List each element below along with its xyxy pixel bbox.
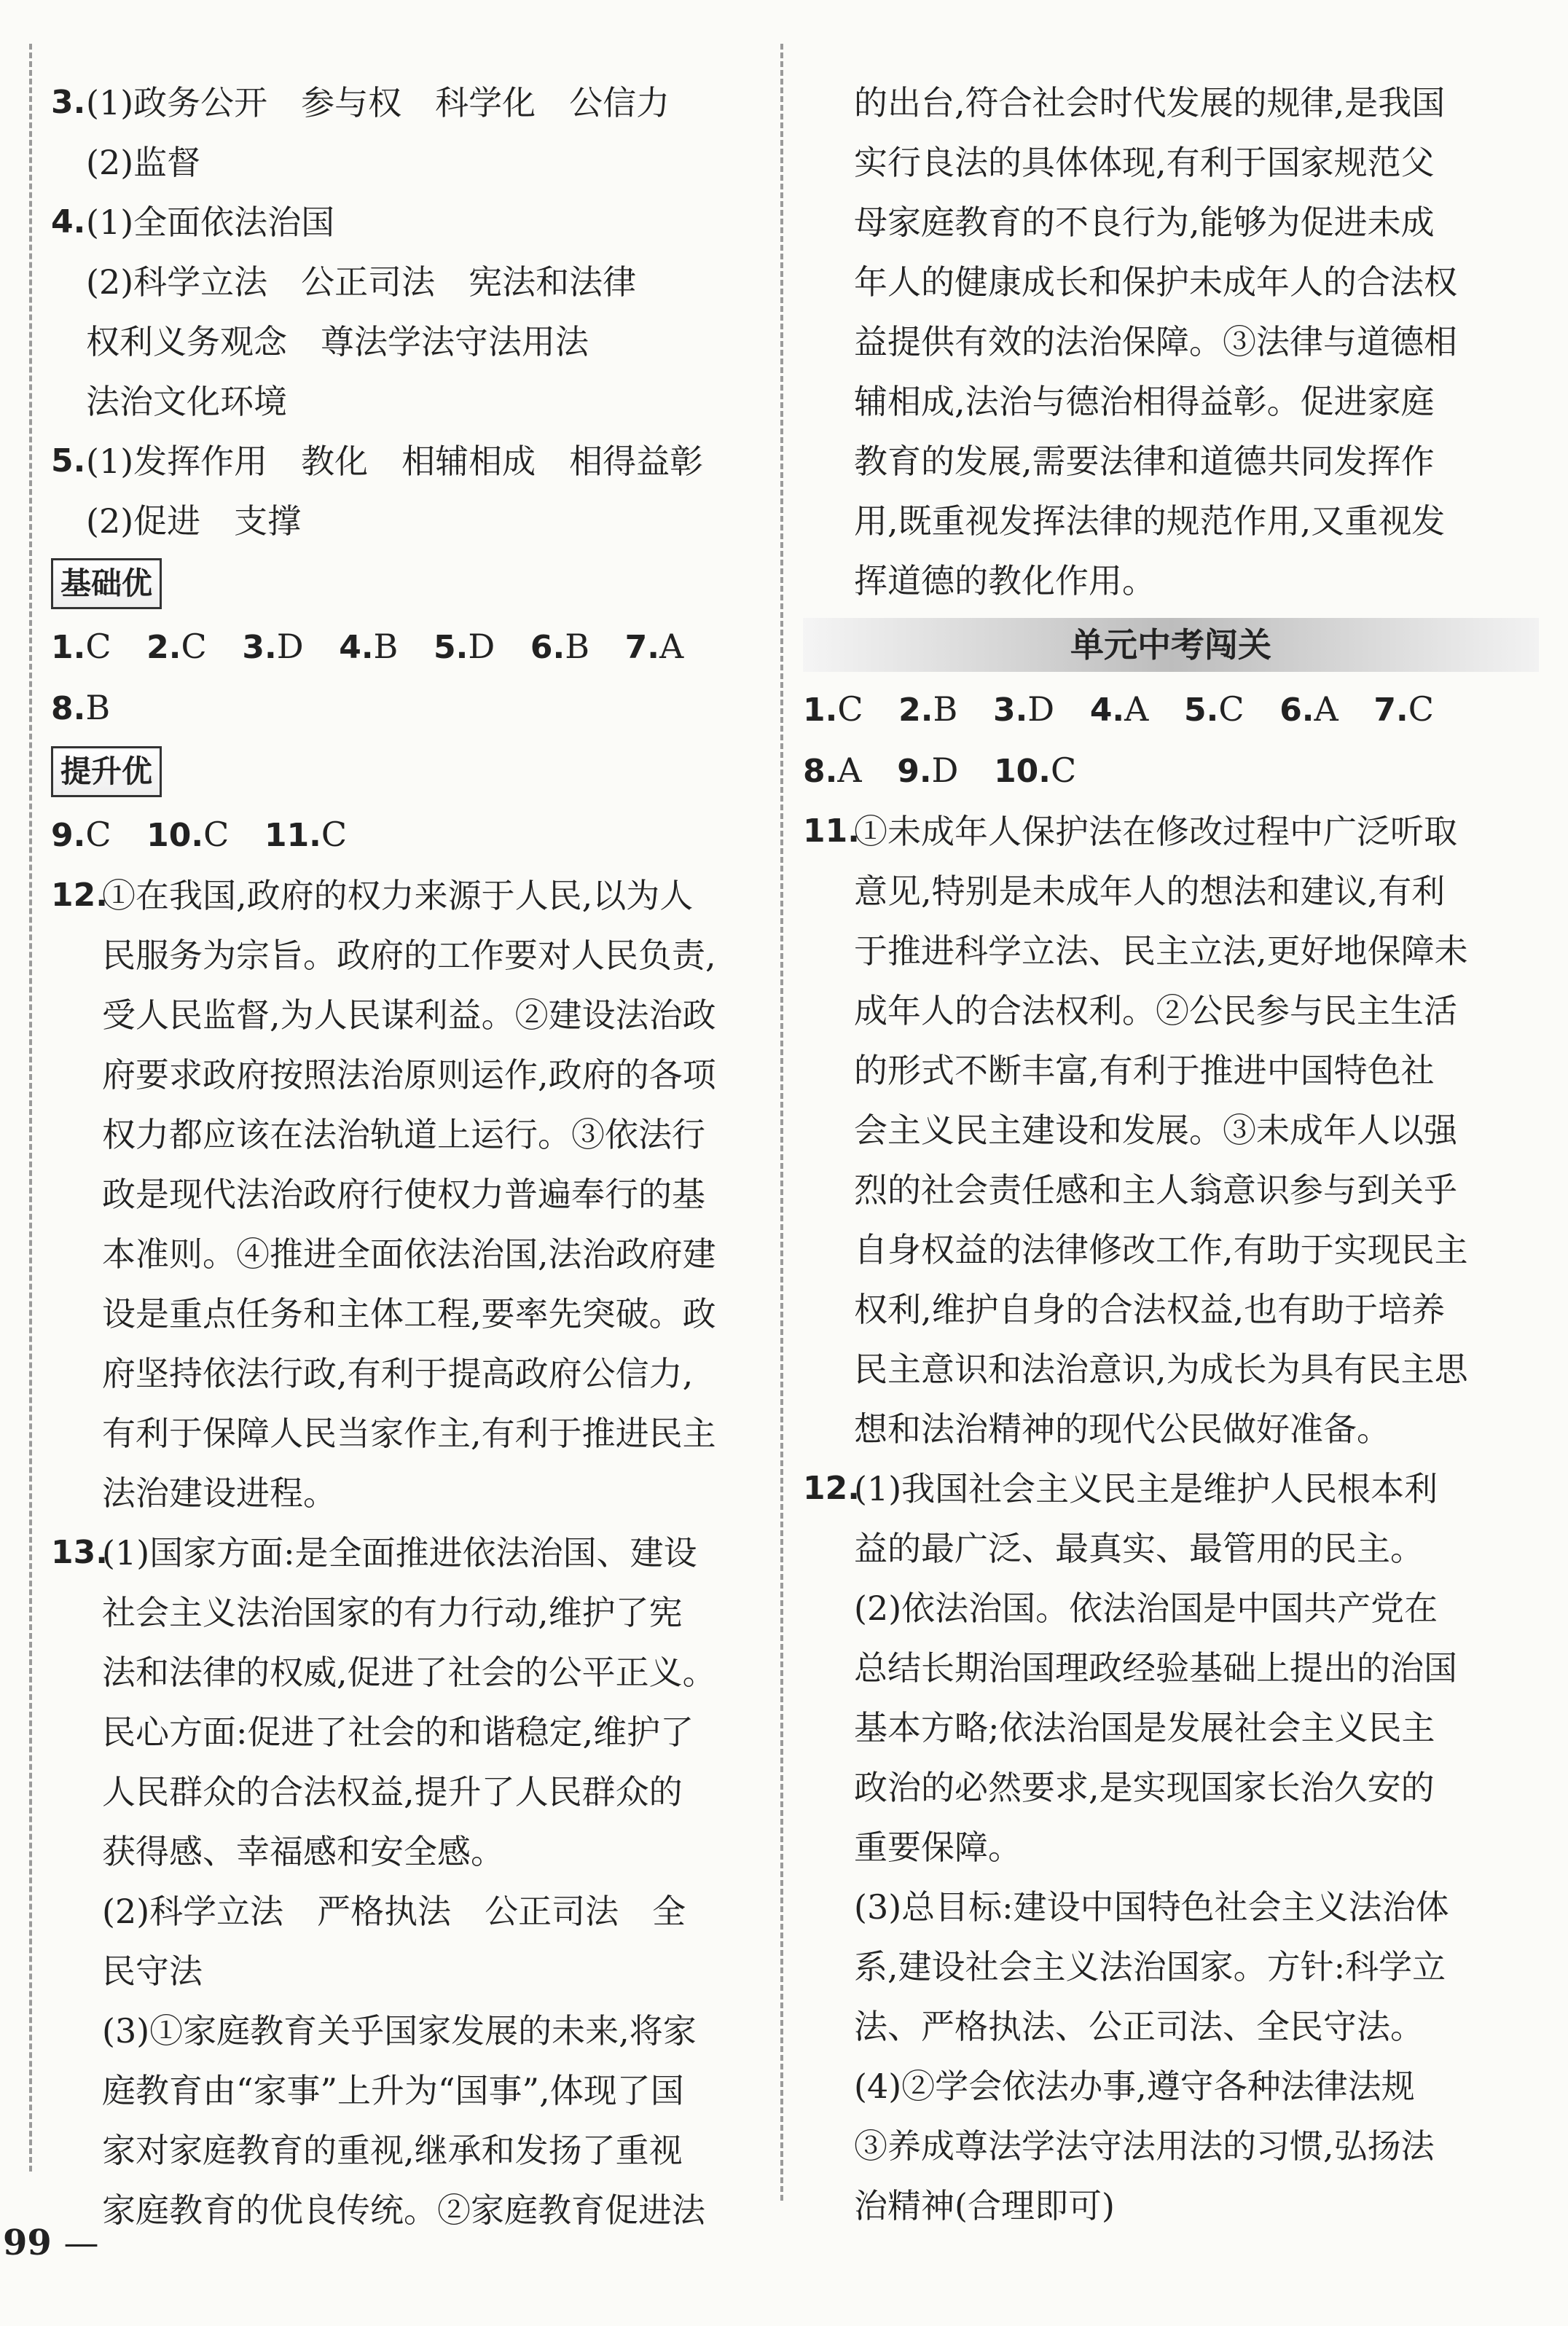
answer-line: 基本方略;依法治国是发展社会主义民主 (854, 1708, 1435, 1747)
answer-line: 自身权益的法律修改工作,有助于实现民主 (854, 1230, 1468, 1269)
answer-line: 想和法治精神的现代公民做好准备。 (854, 1409, 1390, 1449)
answer-line: ①未成年人保护法在修改过程中广泛听取 (854, 812, 1457, 851)
answer-line: 烈的社会责任感和主人翁意识参与到关乎 (854, 1170, 1457, 1210)
answer-line: 会主义民主建设和发展。③未成年人以强 (854, 1111, 1457, 1150)
answer-line: 益提供有效的法治保障。③法律与道德相 (854, 322, 1457, 361)
question-number: 11. (803, 812, 860, 850)
answer-item: 4.A (1089, 689, 1149, 729)
page-footer (3, 2223, 99, 2263)
column-divider (780, 44, 783, 2201)
answer-line: 权利义务观念 尊法学法守法用法 (86, 322, 589, 361)
answer-item: 1.C (803, 689, 863, 729)
answer-line: 的出台,符合社会时代发展的规律,是我国 (854, 83, 1446, 122)
answer-item: 11.C (264, 815, 348, 854)
answer-item: 2.C (146, 627, 207, 666)
answer-line: 民服务为宗旨。政府的工作要对人民负责, (102, 936, 716, 975)
section-title: 单元中考闯关 (1070, 625, 1271, 665)
answer-line: 权利,维护自身的合法权益,也有助于培养 (854, 1290, 1446, 1329)
answer-line: (1)国家方面:是全面推进依法治国、建设 (102, 1533, 697, 1573)
answer-line: 意见,特别是未成年人的想法和建议,有利 (854, 872, 1446, 911)
answer-item: 9.D (897, 751, 959, 790)
answer-item: 8.A (803, 751, 862, 790)
answer-line: (1)全面依法治国 (86, 203, 335, 242)
question-number: 12. (51, 877, 108, 914)
answer-item: 5.D (433, 627, 495, 666)
answer-item: 8.B (51, 688, 111, 727)
answer-line: 年人的健康成长和保护未成年人的合法权 (854, 262, 1457, 302)
answer-line: 政治的必然要求,是实现国家长治久安的 (854, 1768, 1435, 1807)
question-11-right (803, 802, 1539, 1459)
answer-line: ③养成尊法学法守法用法的习惯,弘扬法 (854, 2126, 1435, 2166)
answer-line: 总结长期治国理政经验基础上提出的治国 (854, 1648, 1457, 1688)
answer-line: 于推进科学立法、民主立法,更好地保障未 (854, 931, 1468, 971)
answer-line: 重要保障。 (854, 1828, 1022, 1867)
question-12-left (51, 866, 750, 1523)
answer-line: 家对家庭教育的重视,继承和发扬了重视 (102, 2131, 683, 2170)
left-dashed-rule (29, 44, 32, 2172)
answer-line: 实行良法的具体体现,有利于国家规范父 (854, 143, 1435, 182)
answer-item: 7.C (1373, 689, 1434, 729)
question-5 (51, 431, 750, 551)
answer-line: (3)①家庭教育关乎国家发展的未来,将家 (102, 2011, 697, 2051)
answer-line: (1)发挥作用 教化 相辅相成 相得益彰 (86, 442, 704, 481)
answer-line: 法、严格执法、公正司法、全民守法。 (854, 2007, 1424, 2046)
answer-item: 3.D (992, 689, 1055, 729)
answer-line: 法治建设进程。 (102, 1473, 337, 1513)
answer-item: 10.C (994, 751, 1077, 790)
question-13-continued (854, 73, 1539, 611)
basic-section (51, 551, 750, 616)
question-4 (51, 192, 750, 431)
question-number: 3. (51, 84, 86, 121)
answer-line: 教育的发展,需要法律和道德共同发挥作 (854, 442, 1435, 481)
answer-line: 人民群众的合法权益,提升了人民群众的 (102, 1772, 683, 1812)
answer-item: 3.D (242, 627, 304, 666)
answer-line: 庭教育由“家事”上升为“国事”,体现了国 (102, 2071, 684, 2110)
question-13 (51, 1523, 750, 2240)
footer-dash: — (63, 2223, 99, 2263)
answer-line: 治精神(合理即可) (854, 2186, 1115, 2225)
answer-line: (2)监督 (86, 143, 201, 182)
answer-line: 成年人的合法权利。②公民参与民主生活 (854, 991, 1457, 1030)
answer-line: (1)我国社会主义民主是维护人民根本利 (854, 1469, 1438, 1508)
answer-line: (3)总目标:建设中国特色社会主义法治体 (854, 1887, 1449, 1927)
answer-line: 府要求政府按照法治原则运作,政府的各项 (102, 1055, 716, 1095)
answer-item: 1.C (51, 627, 111, 666)
question-12-right (803, 1459, 1539, 2236)
answer-line: (2)促进 支撑 (86, 501, 302, 541)
answer-item: 10.C (146, 815, 230, 854)
question-3 (51, 73, 750, 192)
left-column (51, 73, 750, 2240)
answer-line: (2)科学立法 严格执法 公正司法 全 (102, 1892, 686, 1931)
answer-line: 民守法 (102, 1951, 203, 1991)
answer-line: 家庭教育的优良传统。②家庭教育促进法 (102, 2190, 705, 2230)
answer-item: 7.A (624, 627, 684, 666)
answer-line: 获得感、幸福感和安全感。 (102, 1832, 504, 1871)
basic-badge: 基础优 (51, 558, 162, 609)
answer-line: 挥道德的教化作用。 (854, 561, 1156, 600)
answer-line: ①在我国,政府的权力来源于人民,以为人 (102, 876, 694, 915)
improve-answers (51, 804, 750, 866)
answer-line: 有利于保障人民当家作主,有利于推进民主 (102, 1414, 716, 1453)
answer-line: 社会主义法治国家的有力行动,维护了宪 (102, 1593, 683, 1632)
answer-line: 民主意识和法治意识,为成长为具有民主思 (854, 1350, 1468, 1389)
improve-section (51, 739, 750, 804)
unit-answers-row-2 (803, 740, 1539, 802)
question-number: 4. (51, 203, 86, 240)
answer-line: 受人民监督,为人民谋利益。②建设法治政 (102, 995, 716, 1035)
answer-line: (2)依法治国。依法治国是中国共产党在 (854, 1589, 1438, 1628)
improve-badge: 提升优 (51, 746, 162, 797)
answer-line: 权力都应该在法治轨道上运行。③依法行 (102, 1115, 705, 1154)
answer-line: 府坚持依法行政,有利于提高政府公信力, (102, 1354, 694, 1393)
answer-item: 9.C (51, 815, 111, 854)
answer-item: 4.B (339, 627, 399, 666)
answer-line: 母家庭教育的不良行为,能够为促进未成 (854, 203, 1435, 242)
question-number: 13. (51, 1534, 108, 1571)
answer-line: (2)科学立法 公正司法 宪法和法律 (86, 262, 637, 302)
right-column (803, 73, 1539, 2236)
answer-line: 设是重点任务和主体工程,要率先突破。政 (102, 1294, 716, 1334)
answer-line: (4)②学会依法办事,遵守各种法律法规 (854, 2067, 1415, 2106)
unit-answers-row-1 (803, 679, 1539, 740)
answer-line: (1)政务公开 参与权 科学化 公信力 (86, 83, 670, 122)
answer-item: 6.B (530, 627, 589, 666)
page-number: 99 (3, 2223, 52, 2263)
answer-line: 辅相成,法治与德治相得益彰。促进家庭 (854, 382, 1435, 421)
answer-line: 本准则。④推进全面依法治国,法治政府建 (102, 1234, 716, 1274)
answer-line: 民心方面:促进了社会的和谐稳定,维护了 (102, 1712, 694, 1752)
question-number: 12. (803, 1470, 860, 1507)
answer-line: 法治文化环境 (86, 382, 287, 421)
question-number: 5. (51, 442, 86, 479)
answer-line: 系,建设社会主义法治国家。方针:科学立 (854, 1947, 1446, 1986)
answer-line: 的形式不断丰富,有利于推进中国特色社 (854, 1051, 1435, 1090)
answer-line: 政是现代法治政府行使权力普遍奉行的基 (102, 1175, 705, 1214)
answer-item: 5.C (1184, 689, 1244, 729)
answer-line: 益的最广泛、最真实、最管用的民主。 (854, 1529, 1424, 1568)
answer-item: 2.B (898, 689, 958, 729)
answer-line: 法和法律的权威,促进了社会的公平正义。 (102, 1653, 716, 1692)
basic-answers (51, 616, 750, 739)
section-title-bar (803, 618, 1539, 672)
answer-line: 用,既重视发挥法律的规范作用,又重视发 (854, 501, 1446, 541)
answer-item: 6.A (1279, 689, 1338, 729)
